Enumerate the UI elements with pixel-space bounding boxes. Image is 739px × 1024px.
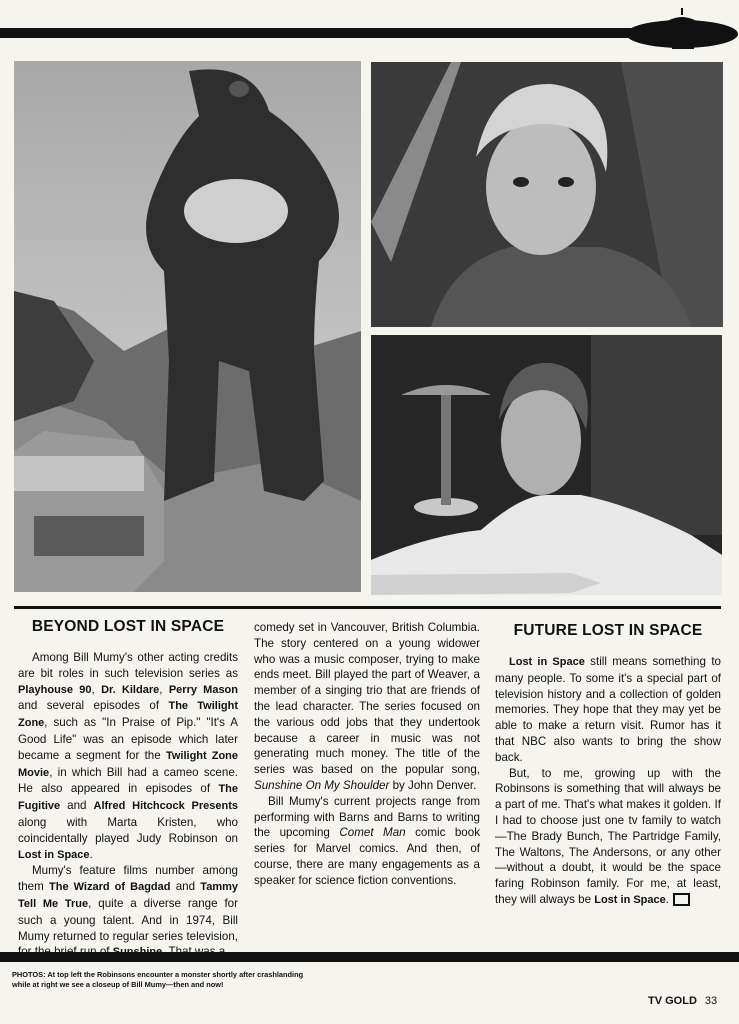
flying-saucer-icon — [622, 4, 739, 54]
paragraph: Bill Mumy's current projects range from performing with Barns and Barns to writing the upcoming Comet Man comic book series for Marvel comics. And then, of course, there are many engagements as a speaker for science fiction conventions. — [254, 794, 481, 887]
article-column-left — [18, 650, 238, 961]
page-number: 33 — [704, 995, 718, 1007]
bottom-rule — [0, 952, 739, 962]
paragraph: Mumy's feature films number among them The Wizard of Bagdad and Tammy Tell Me True, quite a diverse range for such a young talent. And in 1974, Bill Mumy returned to regular series television, — [18, 864, 238, 943]
paragraph: Lost in Space still means something to many people. To some it's a special part of television history and a collection of golden memories. They hope that they may yet be able to make a return visit. Rumor has it that NBC also wants to bring the show back. — [495, 655, 721, 764]
page-footer — [648, 995, 717, 1007]
article-column-right — [495, 654, 721, 909]
section-rule — [14, 606, 721, 609]
paragraph: Among Bill Mumy's other acting credits are bit roles in such television series as Playhouse 90, Dr. Kildare, Perry Mason and several episodes of The Twilight Zone, such as "In Praise of Pip." "It's A Good Life" was an episode which later became a segment for the Twilight Zone Movie, in which Bill had a cameo scene. He also appeared in episodes of The Fugitive and Alfred Hitchcock Presents along with Marta Kristen, who coincidentally played Judy Robinson on Lost in Space. — [18, 651, 239, 861]
photo-adult-bill-mumy — [371, 335, 722, 595]
heading-future-lost-in-space: FUTURE LOST IN SPACE — [513, 622, 703, 639]
photo-young-bill-mumy — [371, 62, 723, 327]
heading-beyond-lost-in-space: BEYOND LOST IN SPACE — [31, 618, 225, 635]
paragraph: comedy set in Vancouver, British Columbia. The story centered on a young widower who was a music composer, trying to make ends meet. Bill played the part of Weaver, a member of a singing trio that are friends of the lead character. The series focused on the various odd jobs that they undertook because a career in music was not generating much money. The title of the series was based on the popular song, Sunshine On My Shoulder by John Denver. — [254, 621, 480, 792]
end-mark-icon — [673, 893, 690, 906]
top-rule — [0, 28, 680, 38]
paragraph: But, to me, growing up with the Robinsons is something that will always be a part of me. That's what makes it golden. If I had to choose just one tv family to watch—The Brady Bunch, The Partridge Family, The Waltons, The Andersons, or any other—without a doubt, it would be the space faring Robinson family. For me, at least, they will always be Lost in Space. — [495, 766, 721, 906]
magazine-name: TV GOLD — [648, 995, 697, 1007]
article-column-middle — [254, 620, 480, 889]
photo-caption: PHOTOS: At top left the Robinsons encounter a monster shortly after crashlanding while at right we see a closeup of Bill Mumy—then and now! — [12, 970, 304, 989]
photo-monster — [14, 61, 361, 592]
